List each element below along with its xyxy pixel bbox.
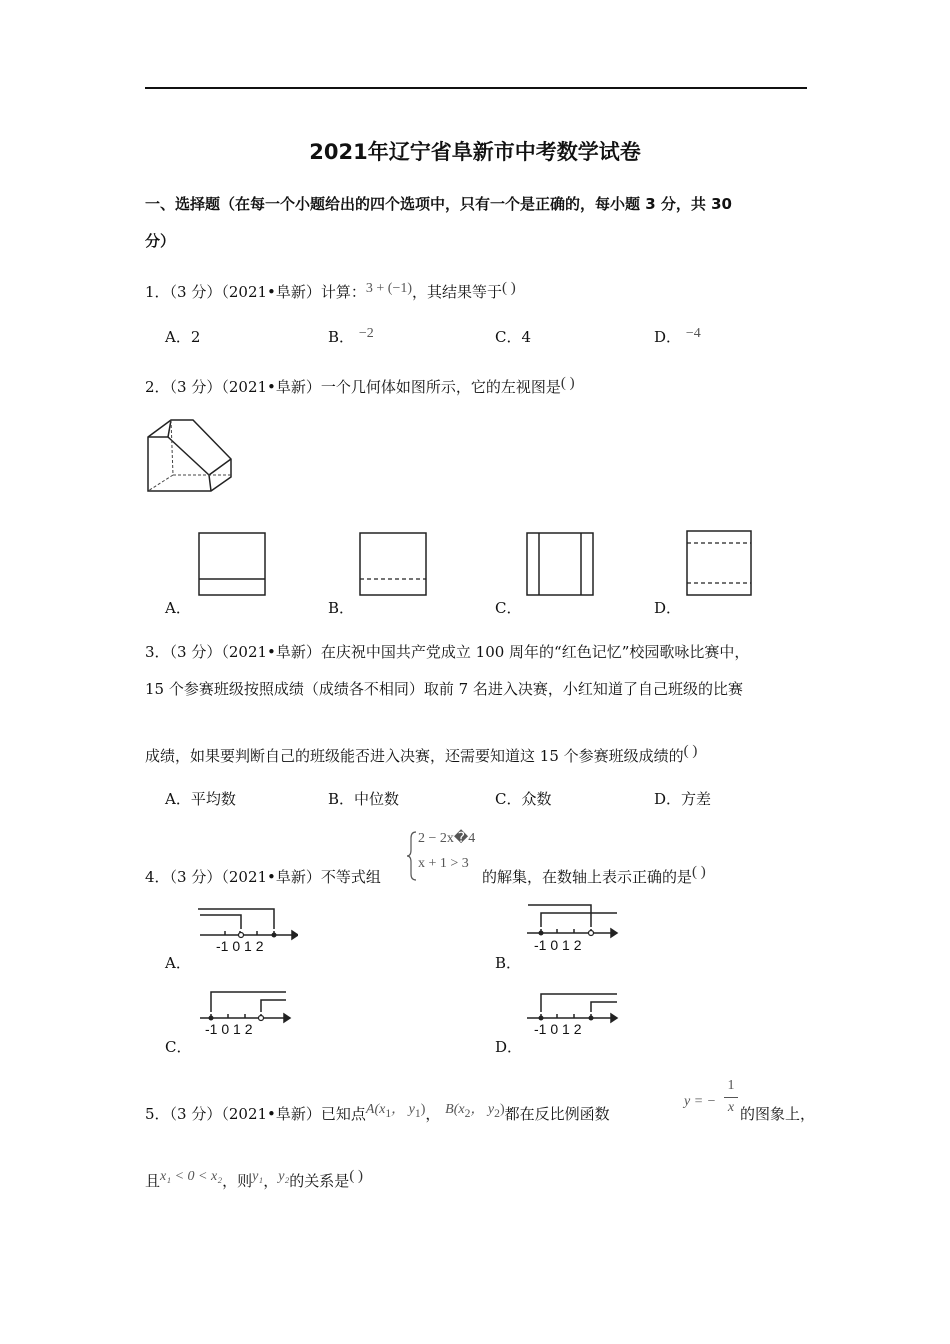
- page-title: 2021年辽宁省阜新市中考数学试卷: [309, 140, 641, 164]
- q2-option-d[interactable]: D．: [654, 599, 682, 617]
- q1-option-b[interactable]: B． −2: [328, 326, 374, 346]
- q4-option-b-axis-labels: -1 0 1 2: [534, 937, 582, 953]
- q1-stem: 1．（3 分）（2021•阜新）计算：3 + (−1)，其结果等于( ): [145, 280, 516, 301]
- q5-function-denominator: x: [727, 1100, 735, 1115]
- q1-expression: 3 + (−1): [365, 281, 413, 296]
- q2-option-b-figure: [359, 532, 429, 597]
- q3-stem-line2: 15 个参赛班级按照成绩（成绩各不相同）取前 7 名进入决赛，小红知道了自己班级的比赛: [145, 680, 743, 698]
- q2-solid-figure: [145, 415, 240, 495]
- q4-option-a-axis-labels: -1 0 1 2: [216, 938, 264, 954]
- q5-point-b: $B(x_2$， $y_2$): [445, 1102, 505, 1120]
- q2-option-c-figure: [526, 532, 596, 597]
- q2-option-b[interactable]: B．: [328, 599, 355, 617]
- section-heading-line2: 分）: [145, 232, 176, 250]
- q2-option-a[interactable]: A．: [165, 599, 191, 617]
- q4-option-a[interactable]: A．: [165, 954, 191, 972]
- q4-option-c-axis-labels: -1 0 1 2: [205, 1021, 253, 1037]
- q3-option-b[interactable]: B．中位数: [328, 790, 400, 808]
- q5-stem-line2: 且x₁ < 0 < x₂，则y₁，y₂的关系是( ): [145, 1168, 364, 1190]
- q4-system-line2: x + 1 > 3: [418, 856, 469, 871]
- q1-option-c[interactable]: C．4: [495, 328, 532, 346]
- top-rule: [145, 87, 807, 89]
- q4-system-brace: [406, 830, 418, 882]
- q4-option-d[interactable]: D．: [495, 1038, 523, 1056]
- q4-stem-head: 4．（3 分）（2021•阜新）不等式组: [145, 868, 381, 886]
- q3-option-c[interactable]: C．众数: [495, 790, 552, 808]
- q1-option-a[interactable]: A．2: [165, 328, 201, 346]
- q4-stem-tail: 的解集，在数轴上表示正确的是( ): [482, 864, 706, 886]
- q5-fraction-bar: [724, 1097, 738, 1098]
- q3-stem-line3: 成绩，如果要判断自己的班级能否进入决赛，还需要知道这 15 个参赛班级成绩的( ): [145, 743, 698, 765]
- q5-stem-line1-tail: 的图象上，: [740, 1105, 816, 1123]
- q5-stem-line1: 5．（3 分）（2021•阜新）已知点$A(x_1$， $y_1$)， $B(x_2$， $y_2$)都在反比例函数: [145, 1102, 610, 1123]
- q3-option-a[interactable]: A．平均数: [165, 790, 236, 808]
- q4-option-b[interactable]: B．: [495, 954, 522, 972]
- q3-option-d[interactable]: D．方差: [654, 790, 712, 808]
- q2-option-d-figure: [686, 530, 754, 598]
- q4-option-d-axis-labels: -1 0 1 2: [534, 1021, 582, 1037]
- q5-function-lhs: y = −: [684, 1094, 717, 1109]
- q1-option-d[interactable]: D． −4: [654, 326, 701, 346]
- q4-system-line1: 2 − 2x�4: [418, 831, 476, 846]
- q3-stem-line1: 3．（3 分）（2021•阜新）在庆祝中国共产党成立 100 周年的“红色记忆”校园歌咏比赛中，: [145, 643, 750, 661]
- q2-stem: 2．（3 分）（2021•阜新）一个几何体如图所示，它的左视图是( ): [145, 375, 575, 396]
- q2-option-a-figure: [198, 532, 268, 597]
- q2-option-c[interactable]: C．: [495, 599, 522, 617]
- section-heading-line1: 一、选择题（在每一个小题给出的四个选项中，只有一个是正确的，每小题 3 分，共 30: [145, 195, 732, 213]
- q5-function-numerator: 1: [727, 1078, 735, 1093]
- q5-point-a: $A(x_1$， $y_1$): [365, 1102, 426, 1120]
- q5-condition: x₁ < 0 < x₂: [160, 1169, 223, 1184]
- q4-option-c[interactable]: C．: [165, 1038, 192, 1056]
